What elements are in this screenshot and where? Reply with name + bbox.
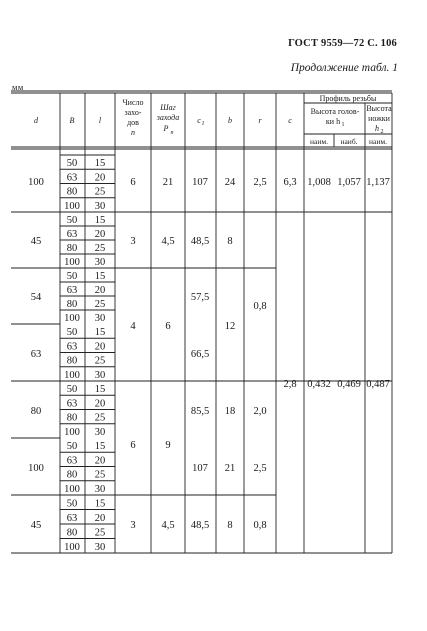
l-cell: 15 bbox=[94, 441, 106, 453]
header-c1-sub: 1 bbox=[201, 121, 205, 127]
b-cell: 63 bbox=[66, 398, 78, 410]
header-starts-3: дов bbox=[127, 118, 139, 127]
b-cell: 63 bbox=[66, 512, 78, 524]
b-value: 8 bbox=[227, 520, 233, 531]
l-cell: 25 bbox=[94, 469, 106, 481]
pitch-value: 9 bbox=[165, 440, 171, 451]
c-value: 6,3 bbox=[283, 177, 297, 188]
header-b: B bbox=[69, 116, 75, 125]
b-value: 18 bbox=[224, 406, 236, 417]
starts-value: 3 bbox=[130, 520, 136, 531]
b-cell: 80 bbox=[66, 412, 78, 424]
l-cell: 15 bbox=[94, 498, 106, 510]
h1-min-value: 0,432 bbox=[307, 379, 331, 390]
header-h1-max: наиб. bbox=[340, 137, 358, 146]
c1-value: 107 bbox=[192, 463, 208, 474]
l-cell: 20 bbox=[94, 172, 106, 184]
d-value: 54 bbox=[30, 292, 42, 303]
header-c1: c bbox=[197, 116, 201, 125]
b-cell: 100 bbox=[64, 256, 80, 268]
header-pitch-2: захода bbox=[156, 113, 180, 122]
b-cell: 80 bbox=[66, 355, 78, 367]
l-cell: 25 bbox=[94, 298, 106, 310]
header-h2-3: h bbox=[375, 124, 379, 133]
pitch-value: 21 bbox=[162, 177, 174, 188]
c1-value: 48,5 bbox=[190, 236, 210, 247]
l-cell: 15 bbox=[94, 158, 106, 170]
l-cell: 30 bbox=[94, 483, 106, 495]
b-cell: 63 bbox=[66, 341, 78, 353]
header-h2-2: ножки bbox=[368, 114, 390, 123]
l-cell: 20 bbox=[94, 398, 106, 410]
header-c: c bbox=[288, 116, 292, 125]
r-value: 2,0 bbox=[253, 406, 267, 417]
header-pitch-1: Шаг bbox=[160, 103, 176, 112]
starts-value: 6 bbox=[130, 177, 136, 188]
b-cell: 80 bbox=[66, 469, 78, 481]
b-cell: 100 bbox=[64, 200, 80, 212]
b-cell: 100 bbox=[64, 369, 80, 381]
r-value: 2,5 bbox=[253, 177, 267, 188]
c1-value: 85,5 bbox=[190, 406, 210, 417]
l-cell: 30 bbox=[94, 256, 106, 268]
header-h1-min: наим. bbox=[310, 137, 328, 146]
l-cell: 25 bbox=[94, 412, 106, 424]
b-cell: 63 bbox=[66, 228, 78, 240]
l-cell: 30 bbox=[94, 369, 106, 381]
c1-value: 66,5 bbox=[190, 349, 210, 360]
header-starts-1: Число bbox=[122, 98, 144, 107]
b-cell: 50 bbox=[66, 498, 78, 510]
b-cell: 100 bbox=[64, 312, 80, 324]
l-cell: 15 bbox=[94, 214, 106, 226]
b-cell: 50 bbox=[66, 384, 78, 396]
table-continuation-label: Продолжение табл. 1 bbox=[290, 62, 398, 74]
h1-max-value: 1,057 bbox=[337, 177, 361, 188]
header-b-small: b bbox=[228, 116, 232, 125]
l-cell: 20 bbox=[94, 455, 106, 467]
b-cell: 50 bbox=[66, 441, 78, 453]
l-cell: 20 bbox=[94, 228, 106, 240]
header-pitch-sub: п bbox=[170, 130, 174, 136]
l-cell: 30 bbox=[94, 426, 106, 438]
d-value: 63 bbox=[30, 349, 42, 360]
l-cell: 30 bbox=[94, 200, 106, 212]
b-cell: 80 bbox=[66, 527, 78, 539]
d-value: 80 bbox=[30, 406, 42, 417]
r-value: 2,5 bbox=[253, 463, 267, 474]
d-value: 45 bbox=[30, 520, 42, 531]
r-value: 0,8 bbox=[253, 520, 267, 531]
l-cell: 25 bbox=[94, 527, 106, 539]
starts-value: 6 bbox=[130, 440, 136, 451]
header-profile: Профиль резьбы bbox=[319, 94, 377, 103]
b-value: 12 bbox=[224, 321, 236, 332]
b-cell: 63 bbox=[66, 455, 78, 467]
b-cell: 100 bbox=[64, 426, 80, 438]
l-cell: 15 bbox=[94, 384, 106, 396]
b-cell: 50 bbox=[66, 327, 78, 339]
header-l: l bbox=[98, 116, 102, 125]
header-h2-sub: 2 bbox=[380, 129, 384, 135]
l-cell: 20 bbox=[94, 284, 106, 296]
c-value: 2,8 bbox=[283, 379, 297, 390]
r-value: 0,8 bbox=[253, 301, 267, 312]
b-cell: 63 bbox=[66, 172, 78, 184]
h1-min-value: 1,008 bbox=[307, 177, 331, 188]
l-cell: 15 bbox=[94, 327, 106, 339]
b-value: 24 bbox=[224, 177, 236, 188]
header-h1-2: ки h bbox=[325, 117, 341, 126]
b-cell: 100 bbox=[64, 541, 80, 553]
starts-value: 3 bbox=[130, 236, 136, 247]
header-pitch-3: P bbox=[163, 124, 169, 133]
c1-value: 48,5 bbox=[190, 520, 210, 531]
b-cell: 80 bbox=[66, 298, 78, 310]
l-cell: 25 bbox=[94, 186, 106, 198]
c1-value: 57,5 bbox=[190, 292, 210, 303]
h2-min-value: 0,487 bbox=[366, 379, 390, 390]
document-reference: ГОСТ 9559—72 С. 106 bbox=[288, 38, 397, 49]
h2-min-value: 1,137 bbox=[366, 177, 390, 188]
starts-value: 4 bbox=[130, 321, 136, 332]
b-cell: 50 bbox=[66, 214, 78, 226]
header-h2-1: Высота bbox=[366, 104, 392, 113]
header-r: r bbox=[258, 116, 262, 125]
header-starts-2: захо- bbox=[124, 108, 142, 117]
b-value: 8 bbox=[227, 236, 233, 247]
header-h2-min: наим. bbox=[369, 137, 387, 146]
l-cell: 20 bbox=[94, 512, 106, 524]
l-cell: 30 bbox=[94, 541, 106, 553]
pitch-value: 4,5 bbox=[161, 236, 175, 247]
l-cell: 30 bbox=[94, 312, 106, 324]
header-d: d bbox=[34, 116, 38, 125]
b-cell: 80 bbox=[66, 186, 78, 198]
l-cell: 15 bbox=[94, 270, 106, 282]
c1-value: 107 bbox=[192, 177, 208, 188]
b-cell: 80 bbox=[66, 242, 78, 254]
d-value: 100 bbox=[28, 463, 44, 474]
b-cell: 100 bbox=[64, 483, 80, 495]
l-cell: 20 bbox=[94, 341, 106, 353]
b-value: 21 bbox=[224, 463, 236, 474]
pitch-value: 4,5 bbox=[161, 520, 175, 531]
l-cell: 25 bbox=[94, 242, 106, 254]
pitch-value: 6 bbox=[165, 321, 171, 332]
header-h1-sub: 1 bbox=[341, 122, 345, 128]
d-value: 100 bbox=[28, 177, 44, 188]
d-value: 45 bbox=[30, 236, 42, 247]
b-cell: 63 bbox=[66, 284, 78, 296]
unit-label: мм bbox=[12, 82, 24, 92]
header-h1-1: Высота голов- bbox=[310, 107, 360, 116]
b-cell: 50 bbox=[66, 270, 78, 282]
h1-max-value: 0,469 bbox=[337, 379, 361, 390]
b-cell: 50 bbox=[66, 158, 78, 170]
header-starts-4: n bbox=[131, 128, 135, 137]
l-cell: 25 bbox=[94, 355, 106, 367]
